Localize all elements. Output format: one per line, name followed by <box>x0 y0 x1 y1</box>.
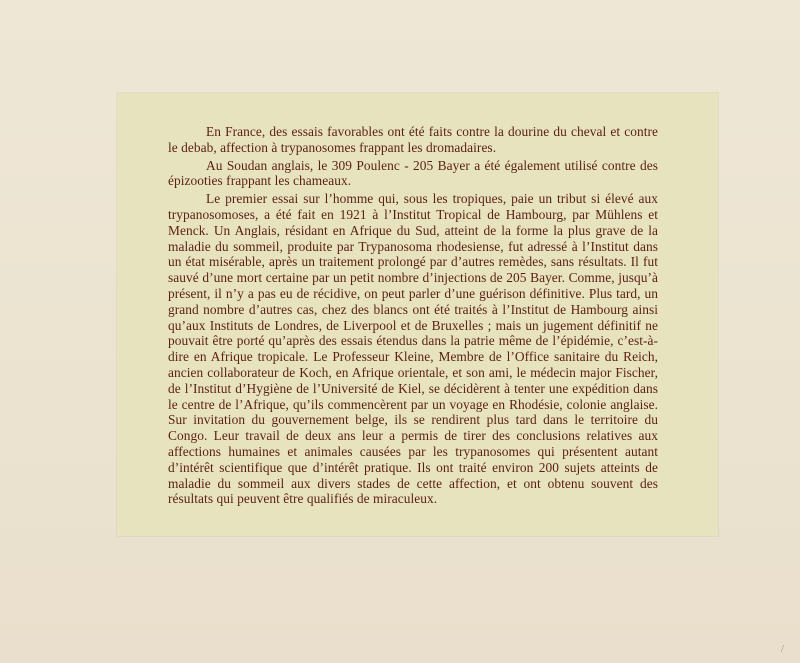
paragraph-soudan: Au Soudan anglais, le 309 Poulenc - 205 Bayer a été également utilisé contre des épizooties frappant les chameaux. <box>168 157 658 189</box>
document-text <box>168 124 658 507</box>
paragraph-dourine: En France, des essais favorables ont été faits contre la dourine du cheval et contre le debab, affection à trypanosomes frappant les dromadaires. <box>168 124 658 155</box>
page-corner-mark: / <box>781 644 784 655</box>
paragraph-premier-essai: Le premier essai sur l’homme qui, sous les tropiques, paie un tribut si élevé aux trypanosomoses, a été fait en 1921 à l’Institut Tropical de Hambourg, par Mühlens et Menck. Un Anglais, résidant en Afrique du Sud, atteint de la forme la plus grave de la maladie du sommeil, produite par Trypanosoma rhodesiense, fut adressé à l’Institut dans un état misérable, après un traitement prolongé par d’autres remèdes, sans résultats. Il fut sauvé d’une mort certaine par un petit nombre d’injections de 205 Bayer. Comme, jusqu’à présent, il n’y a pas eu de récidive, on peut parler d’une guérison définitive. Plus tard, un grand nombre d’autres cas, chez des blancs ont été traités à l’Institut de Hambourg ainsi qu’aux Instituts de Londres, de Liverpool et de Bruxelles ; mais un jugement définitif ne pouvait être porté qu’après des essais étendus dans la patrie même de l’épidémie, c’est-à-dire en Afrique tropicale. Le Professeur Kleine, Membre de l’Office sanitaire du Reich, ancien collaborateur de Koch, en Afrique orientale, et son ami, le médecin major Fischer, de l’Institut d’Hygiène de l’Université de Kiel, se décidèrent à tenter une expédition dans le centre de l’Afrique, qu’ils commencèrent par un voyage en Rhodésie, colonie anglaise. Sur invitation du gouvernement belge, ils se rendirent plus tard dans le territoire du Congo. Leur travail de deux ans leur a permis de tirer des conclusions relatives aux affections humaines et animales causées par les trypanosomes qui présentent autant d’intérêt scientifique que d’intérêt pratique. Ils ont traité environ 200 sujets atteints de maladie du sommeil aux divers stades de cette affection, et ont obtenu souvent des résultats qui peuvent être qualifiés de miraculeux. <box>168 191 658 507</box>
